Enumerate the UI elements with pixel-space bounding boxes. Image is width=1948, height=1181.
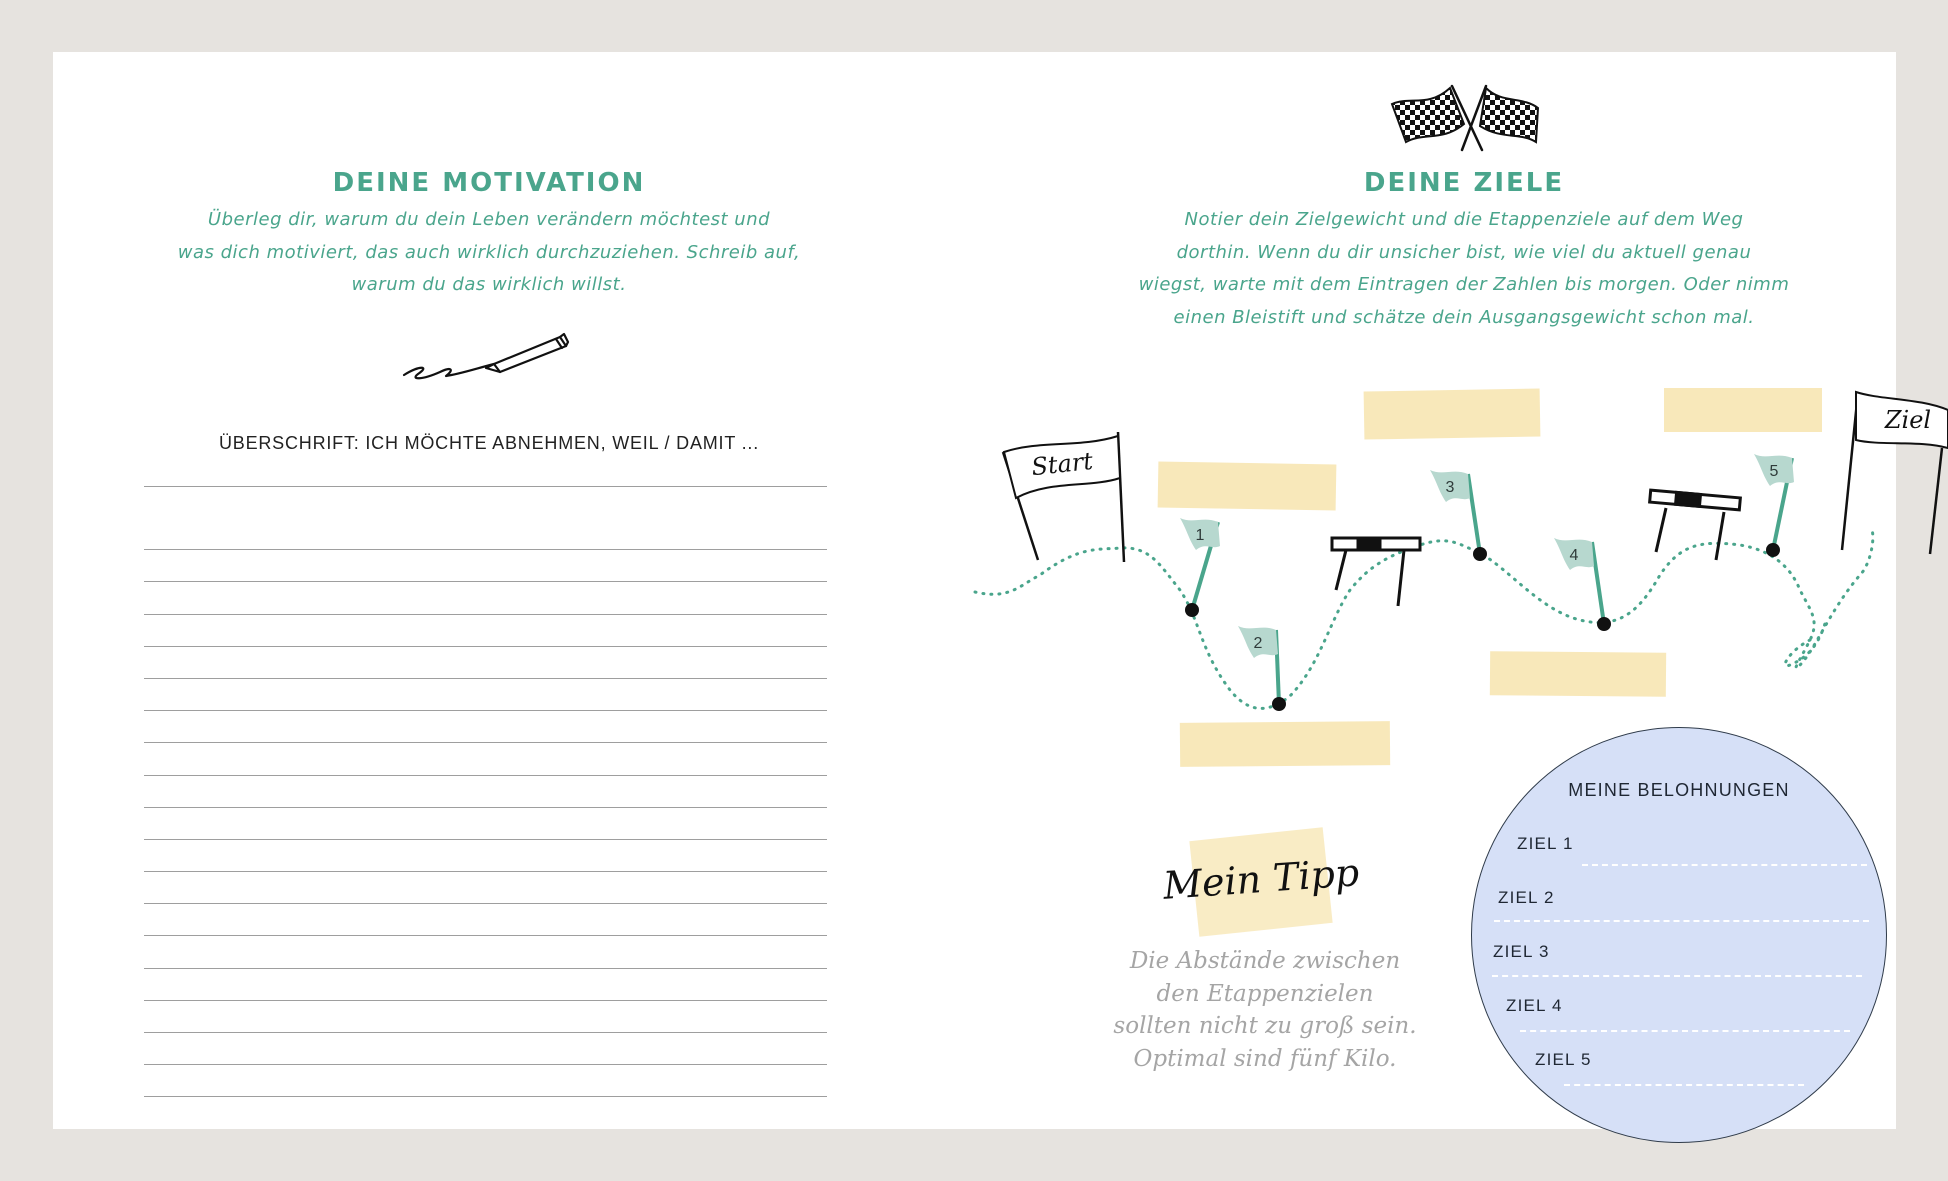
- reward-label: ZIEL 5: [1535, 1050, 1592, 1069]
- motivation-heading: DEINE MOTIVATION: [332, 168, 646, 198]
- tip-line: Optimal sind fünf Kilo.: [1133, 1045, 1397, 1072]
- svg-text:Mein Tipp: Mein Tipp: [1161, 850, 1361, 908]
- intro-line: was dich motiviert, das auch wirklich durchzuziehen. Schreib auf,: [177, 241, 801, 263]
- reward-line[interactable]: [1492, 975, 1862, 977]
- reward-line[interactable]: [1520, 1030, 1850, 1032]
- milestone-flag-3: [1430, 470, 1487, 561]
- flag-number: 4: [1569, 547, 1579, 564]
- flag-number: 5: [1769, 463, 1779, 480]
- milestone-flag-1: [1180, 518, 1220, 617]
- flag-pole: [1468, 474, 1480, 554]
- reward-line[interactable]: [1582, 864, 1867, 866]
- intro-line: Überleg dir, warum du dein Leben verändern möchtest und: [207, 209, 771, 230]
- tip-line: den Etappenzielen: [1156, 980, 1374, 1007]
- milestone-dot: [1185, 603, 1199, 617]
- reward-label: ZIEL 1: [1517, 834, 1574, 853]
- intro-line: Notier dein Zielgewicht und die Etappenziele auf dem Weg: [1184, 209, 1744, 230]
- milestone-dot: [1766, 543, 1780, 557]
- start-label: Start: [1030, 446, 1095, 482]
- flag-number: 1: [1195, 527, 1205, 544]
- flag-pole: [1592, 542, 1604, 624]
- hurdle-icon: [1650, 490, 1741, 560]
- rewards-title: MEINE BELOHNUNGEN: [1568, 780, 1790, 800]
- reward-label: ZIEL 2: [1498, 888, 1555, 907]
- rewards-circle: [1471, 727, 1887, 1143]
- reward-line[interactable]: [1564, 1084, 1804, 1086]
- milestone-dot: [1473, 547, 1487, 561]
- intro-line: warum du das wirklich willst.: [351, 274, 627, 295]
- goals-heading: DEINE ZIELE: [1363, 168, 1565, 198]
- tip-line: Die Abstände zwischen: [1129, 948, 1401, 974]
- milestone-dot: [1597, 617, 1611, 631]
- flag-number: 2: [1253, 635, 1263, 652]
- flag-number: 3: [1445, 479, 1455, 496]
- tip-text: [1085, 945, 1445, 1075]
- milestone-dot: [1272, 697, 1286, 711]
- milestone-flag-2: [1238, 626, 1286, 711]
- writing-subheading: ÜBERSCHRIFT: ICH MÖCHTE ABNEHMEN, WEIL / DAMIT ...: [218, 433, 760, 453]
- reward-line[interactable]: [1494, 920, 1869, 922]
- milestone-flag-5: [1754, 454, 1794, 557]
- intro-line: einen Bleistift und schätze dein Ausgangsgewicht schon mal.: [1173, 306, 1755, 328]
- reward-label: ZIEL 4: [1506, 996, 1563, 1015]
- tip-line: sollten nicht zu groß sein.: [1113, 1013, 1417, 1039]
- reward-label: ZIEL 3: [1493, 942, 1550, 961]
- tip-tape: [1189, 827, 1332, 936]
- intro-line: wiegst, warte mit dem Eintragen der Zahlen bis morgen. Oder nimm: [1138, 274, 1790, 295]
- milestone-flag-4: [1554, 538, 1611, 631]
- intro-line: dorthin. Wenn du dir unsicher bist, wie viel du aktuell genau: [1176, 241, 1752, 263]
- ziel-label: Ziel: [1884, 406, 1932, 434]
- route-path: [975, 530, 1873, 708]
